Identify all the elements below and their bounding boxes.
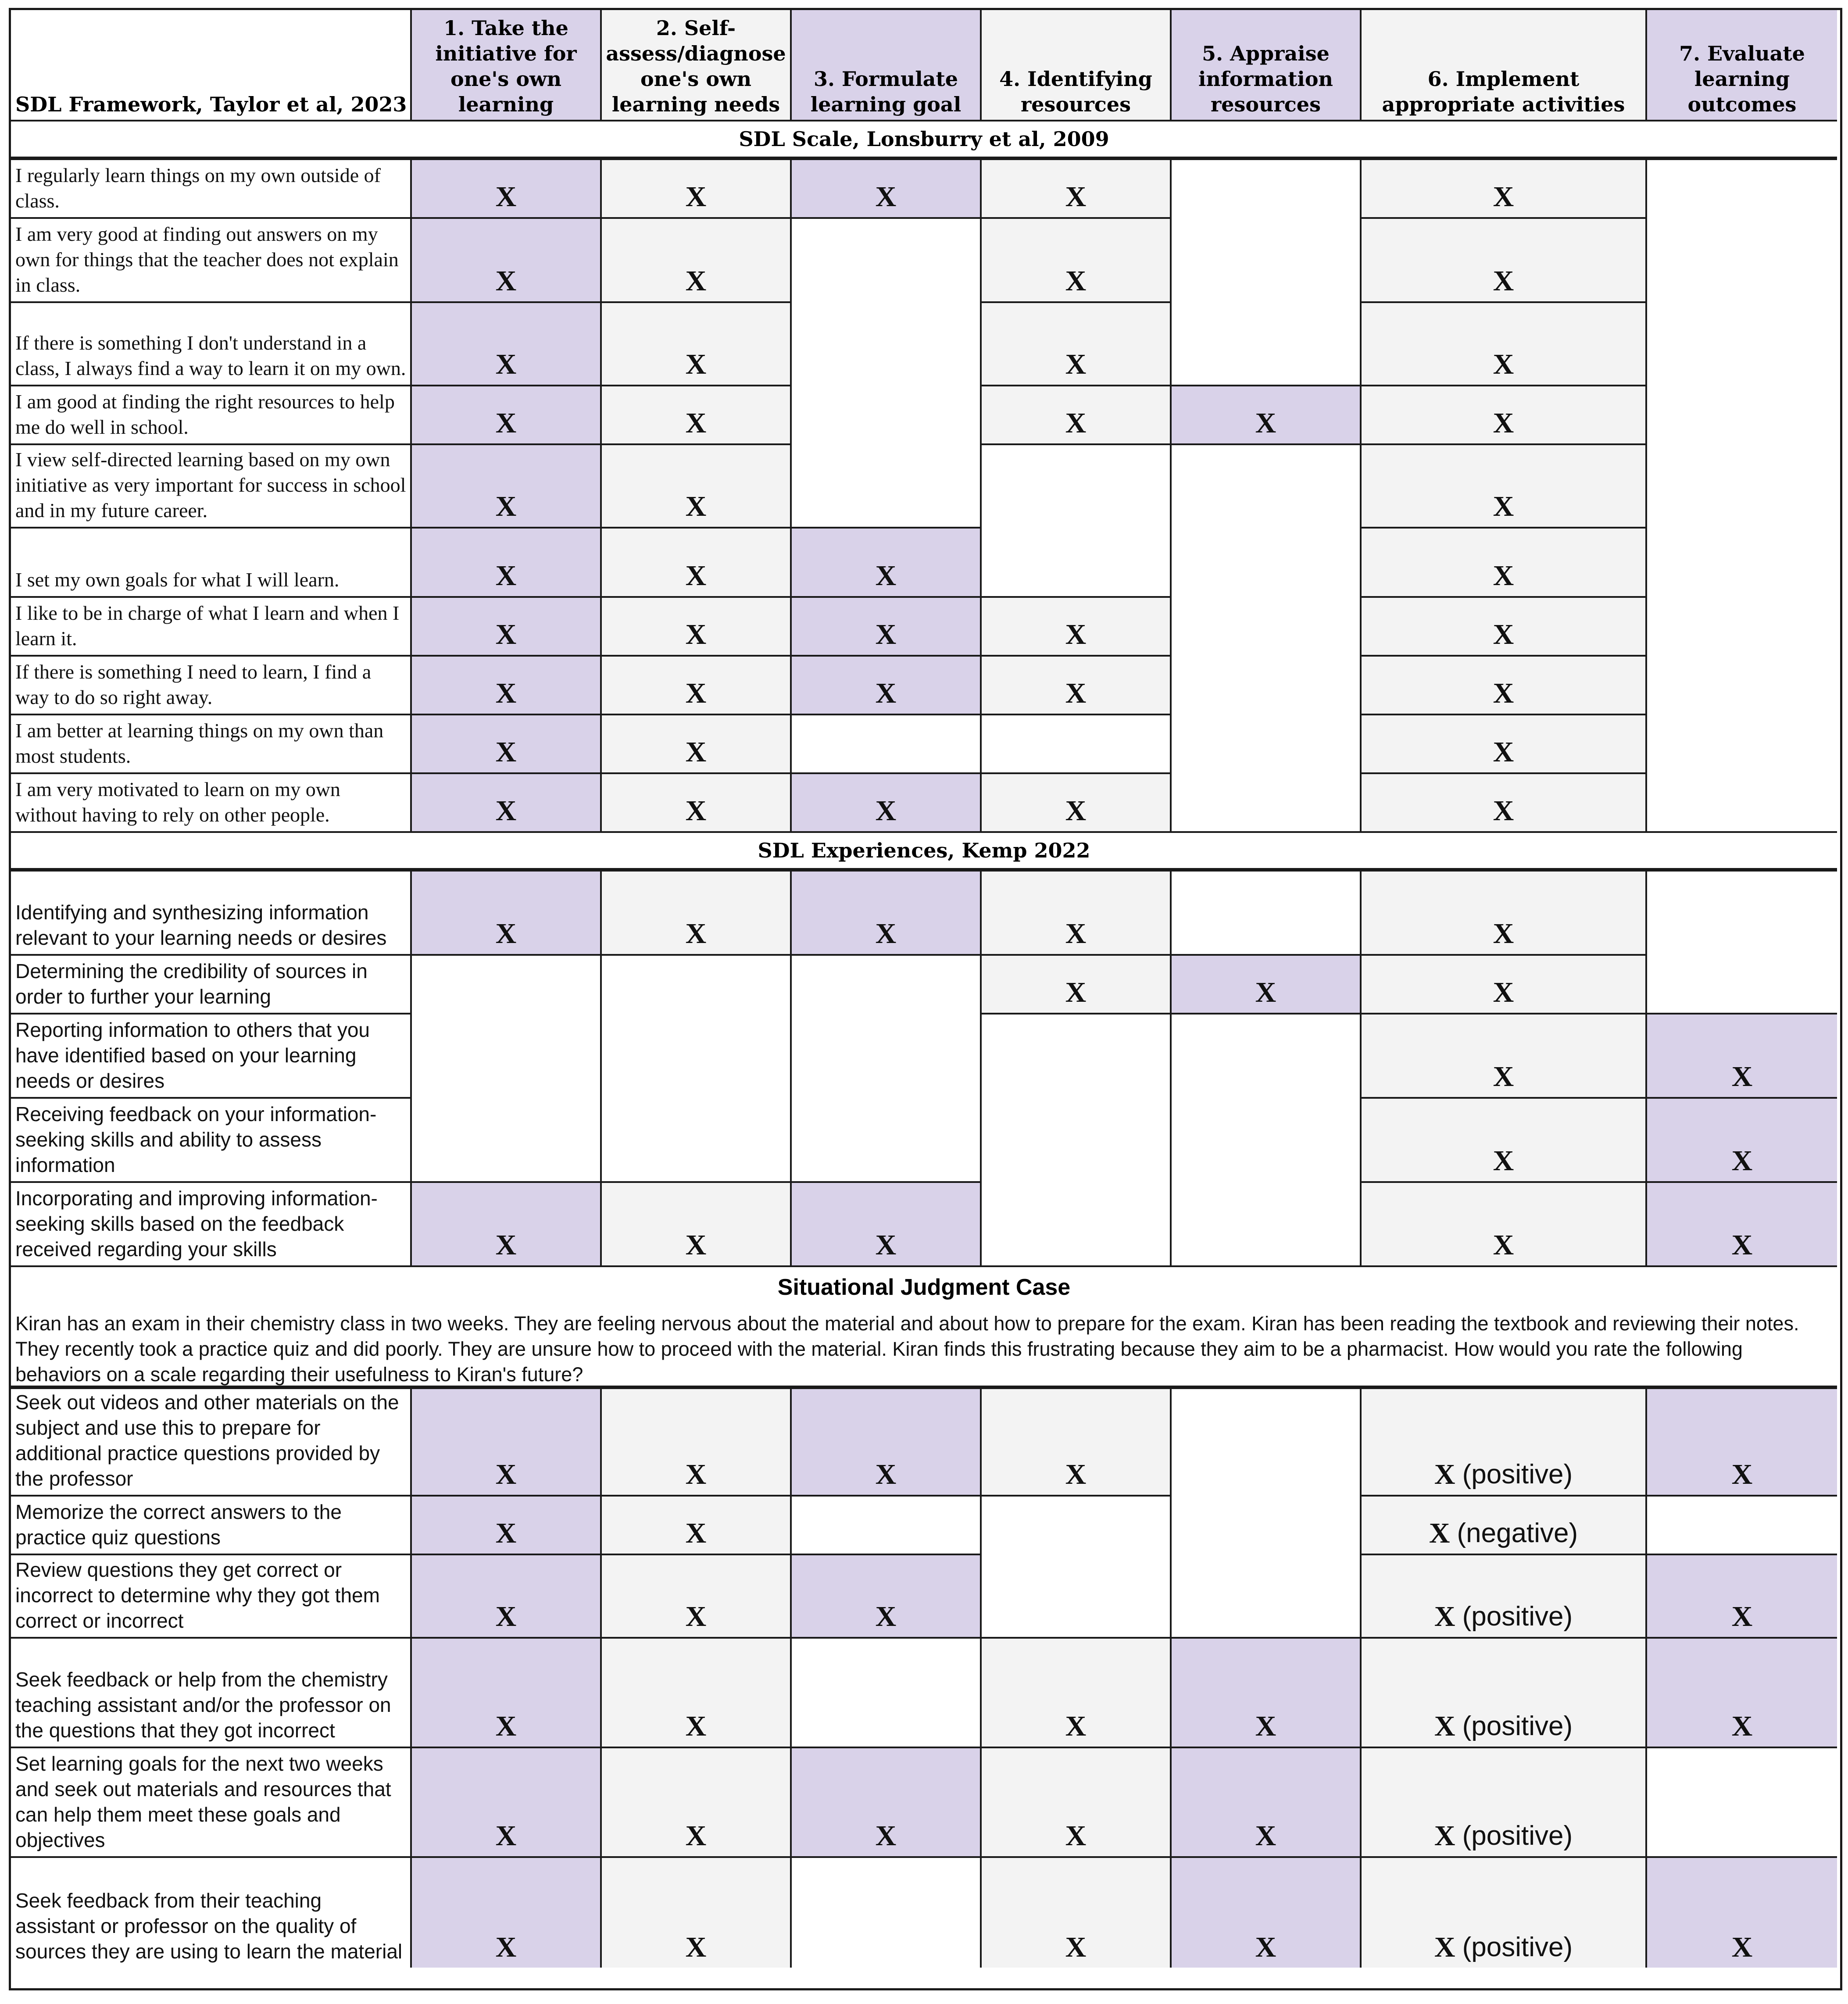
- mark-cell: [982, 1639, 1172, 1748]
- row-label-text: If there is something I don't understand in a class, I always find a way to learn it on my own.: [15, 332, 406, 379]
- x-mark: X: [1434, 1600, 1455, 1632]
- x-mark: X: [685, 560, 707, 592]
- mark-cell: [602, 774, 792, 833]
- mark-cell: [982, 657, 1172, 715]
- x-mark: X: [495, 1600, 517, 1632]
- mark-cell: [1172, 1858, 1362, 1968]
- mark-cell: [982, 1748, 1172, 1858]
- column-header-2-text: 2. Self-assess/diagnose one's own learning needs: [606, 16, 786, 116]
- x-mark: X: [495, 1229, 517, 1261]
- x-mark: X: [495, 1458, 517, 1490]
- row-label: [11, 872, 412, 956]
- rating-positive: (positive): [1462, 1601, 1573, 1632]
- column-header-3: [792, 10, 982, 121]
- mark-cell: [1172, 1639, 1362, 1748]
- mark-cell: [1362, 774, 1647, 833]
- mark-cell: [412, 872, 602, 956]
- mark-cell: [1647, 1099, 1837, 1183]
- mark-cell: [412, 1497, 602, 1555]
- x-mark: X: [1493, 1145, 1514, 1177]
- x-mark: X: [875, 1229, 897, 1261]
- framework-label: [11, 10, 412, 121]
- x-mark: X: [1493, 348, 1514, 380]
- x-mark: X: [1493, 976, 1514, 1008]
- mark-cell: [1647, 1555, 1837, 1639]
- row-label-text: I am better at learning things on my own than most students.: [15, 719, 384, 767]
- mark-cell: [412, 445, 602, 529]
- mark-cell: [602, 872, 792, 956]
- mark-cell: [1362, 529, 1647, 598]
- mark-cell: [412, 1639, 602, 1748]
- mark-cell: [602, 1639, 792, 1748]
- x-mark: X: [495, 1931, 517, 1963]
- rating-positive: (positive): [1462, 1459, 1573, 1490]
- mark-cell: [602, 598, 792, 657]
- row-label: [11, 1555, 412, 1639]
- row-label: [11, 529, 412, 598]
- x-mark: X: [1065, 976, 1087, 1008]
- x-mark: X: [1731, 1600, 1753, 1632]
- empty-cell: [602, 956, 792, 1183]
- mark-cell: [982, 160, 1172, 219]
- x-mark: X: [685, 1710, 707, 1742]
- mark-cell: [1362, 715, 1647, 774]
- x-mark: X: [685, 1517, 707, 1549]
- x-mark: X: [875, 677, 897, 709]
- row-label-text: I am very motivated to learn on my own without having to rely on other people.: [15, 778, 340, 826]
- mark-cell: [792, 1389, 982, 1497]
- x-mark: X: [495, 181, 517, 213]
- sdl-mapping-table: [9, 8, 1842, 1990]
- row-label: [11, 1748, 412, 1858]
- x-mark: X: [495, 618, 517, 650]
- column-header-4-text: 4. Identifying resources: [999, 67, 1152, 116]
- mark-cell: [412, 219, 602, 303]
- row-label-text: Identifying and synthesizing information relevant to your learning needs or desires: [15, 901, 387, 949]
- x-mark: X: [1065, 1820, 1087, 1852]
- mark-cell: [602, 1389, 792, 1497]
- empty-cell: [1172, 872, 1362, 956]
- x-mark: X: [1429, 1517, 1450, 1549]
- x-mark: X: [1434, 1458, 1455, 1490]
- mark-cell: [412, 598, 602, 657]
- column-header-1: [412, 10, 602, 121]
- mark-cell: [792, 1555, 982, 1639]
- x-mark: X: [1065, 618, 1087, 650]
- mark-cell: [982, 872, 1172, 956]
- empty-cell: [1647, 160, 1837, 833]
- mark-cell: [1362, 445, 1647, 529]
- mark-cell: [1647, 1389, 1837, 1497]
- mark-cell: [412, 1748, 602, 1858]
- empty-cell: [982, 1497, 1172, 1639]
- mark-cell: [982, 303, 1172, 386]
- x-mark: X: [1255, 1710, 1276, 1742]
- mark-cell: [792, 160, 982, 219]
- mark-cell: [1362, 386, 1647, 445]
- mark-cell: [1647, 1015, 1837, 1099]
- mark-cell: [792, 657, 982, 715]
- x-mark: X: [495, 795, 517, 827]
- x-mark: X: [495, 265, 517, 297]
- column-header-6: [1362, 10, 1647, 121]
- mark-cell: [602, 219, 792, 303]
- x-mark: X: [1065, 918, 1087, 950]
- mark-cell: [602, 386, 792, 445]
- x-mark: X: [495, 736, 517, 768]
- x-mark: X: [685, 348, 707, 380]
- mark-cell: [1362, 160, 1647, 219]
- column-header-5: [1172, 10, 1362, 121]
- row-label-text: I am very good at finding out answers on my own for things that the teacher does not explain in class.: [15, 223, 399, 296]
- rated-mark-cell: [1362, 1389, 1647, 1497]
- empty-cell: [982, 445, 1172, 598]
- mark-cell: [602, 529, 792, 598]
- row-label: [11, 1015, 412, 1099]
- mark-cell: [792, 872, 982, 956]
- row-label-text: Receiving feedback on your information-seeking skills and ability to assess information: [15, 1103, 377, 1176]
- row-label: [11, 445, 412, 529]
- row-label-text: Set learning goals for the next two weeks and seek out materials and resources that can help them meet these goals and objectives: [15, 1752, 391, 1851]
- x-mark: X: [875, 1600, 897, 1632]
- x-mark: X: [495, 1517, 517, 1549]
- rated-mark-cell: [1362, 1555, 1647, 1639]
- x-mark: X: [1255, 976, 1276, 1008]
- mark-cell: [412, 1858, 602, 1968]
- mark-cell: [982, 1389, 1172, 1497]
- row-label: [11, 1639, 412, 1748]
- x-mark: X: [875, 618, 897, 650]
- column-header-3-text: 3. Formulate learning goal: [810, 67, 962, 116]
- framework-label-text: SDL Framework, Taylor et al, 2023: [15, 93, 407, 116]
- mark-cell: [412, 303, 602, 386]
- row-label-text: Seek feedback from their teaching assistant or professor on the quality of sources they are using to learn the material: [15, 1889, 403, 1963]
- x-mark: X: [1255, 1931, 1276, 1963]
- x-mark: X: [685, 1229, 707, 1261]
- row-label-text: Incorporating and improving information-seeking skills based on the feedback received regarding your skills: [15, 1187, 378, 1261]
- empty-cell: [792, 219, 982, 529]
- x-mark: X: [1493, 181, 1514, 213]
- mark-cell: [982, 598, 1172, 657]
- x-mark: X: [685, 407, 707, 439]
- empty-cell: [982, 1015, 1172, 1267]
- x-mark: X: [1731, 1145, 1753, 1177]
- rating-positive: (positive): [1462, 1711, 1573, 1741]
- section-title-sdl-experiences: [11, 833, 1837, 872]
- x-mark: X: [1493, 677, 1514, 709]
- x-mark: X: [875, 1820, 897, 1852]
- row-label-text: I like to be in charge of what I learn and when I learn it.: [15, 602, 400, 650]
- mark-cell: [412, 1183, 602, 1267]
- row-label-text: Seek feedback or help from the chemistry teaching assistant and/or the professor on the questions that they got incorrect: [15, 1668, 391, 1742]
- x-mark: X: [1434, 1710, 1455, 1742]
- mark-cell: [602, 1183, 792, 1267]
- x-mark: X: [1065, 265, 1087, 297]
- row-label: [11, 956, 412, 1015]
- x-mark: X: [1493, 1061, 1514, 1093]
- x-mark: X: [875, 560, 897, 592]
- row-label-text: Memorize the correct answers to the practice quiz questions: [15, 1500, 342, 1549]
- mark-cell: [602, 303, 792, 386]
- mark-cell: [1362, 872, 1647, 956]
- x-mark: X: [495, 677, 517, 709]
- x-mark: X: [1731, 1710, 1753, 1742]
- mark-cell: [412, 774, 602, 833]
- mark-cell: [1172, 1748, 1362, 1858]
- x-mark: X: [685, 677, 707, 709]
- row-label-text: Review questions they get correct or incorrect to determine why they got them correct or incorrect: [15, 1558, 380, 1632]
- case-description: [11, 1307, 1837, 1389]
- rated-mark-cell: [1362, 1858, 1647, 1968]
- empty-cell: [1172, 1389, 1362, 1639]
- x-mark: X: [685, 1458, 707, 1490]
- x-mark: X: [1434, 1931, 1455, 1963]
- case-description-text: Kiran has an exam in their chemistry class in two weeks. They are feeling nervous about the material and about how to prepare for the exam. Kiran has been reading the textbook and reviewing their notes. They recently took a practice quiz and did poorly. They are unsure how to proceed with the material. Kiran finds this frustrating because they aim to be a pharmacist. How would you rate the following behaviors on a scale regarding their usefulness to Kiran's future?: [15, 1312, 1799, 1386]
- empty-cell: [1172, 160, 1362, 386]
- empty-cell: [792, 1497, 982, 1555]
- x-mark: X: [1434, 1820, 1455, 1852]
- x-mark: X: [495, 1820, 517, 1852]
- x-mark: X: [1493, 918, 1514, 950]
- mark-cell: [1647, 1639, 1837, 1748]
- mark-cell: [1362, 303, 1647, 386]
- mark-cell: [1362, 1015, 1647, 1099]
- mark-cell: [412, 529, 602, 598]
- row-label: [11, 1858, 412, 1968]
- column-header-7: [1647, 10, 1837, 121]
- row-label: [11, 1183, 412, 1267]
- x-mark: X: [1065, 795, 1087, 827]
- rated-mark-cell: [1362, 1639, 1647, 1748]
- row-label-text: I set my own goals for what I will learn.: [15, 568, 340, 591]
- empty-cell: [982, 715, 1172, 774]
- row-label: [11, 160, 412, 219]
- mark-cell: [602, 1858, 792, 1968]
- x-mark: X: [1065, 181, 1087, 213]
- mark-cell: [1362, 1099, 1647, 1183]
- row-label: [11, 386, 412, 445]
- x-mark: X: [1493, 490, 1514, 522]
- x-mark: X: [1255, 407, 1276, 439]
- x-mark: X: [685, 736, 707, 768]
- x-mark: X: [685, 181, 707, 213]
- row-label-text: I view self-directed learning based on my own initiative as very important for success in school and in my future career.: [15, 448, 406, 522]
- x-mark: X: [1493, 618, 1514, 650]
- section-title-sdl-experiences-text: SDL Experiences, Kemp 2022: [758, 839, 1090, 862]
- mark-cell: [792, 1183, 982, 1267]
- x-mark: X: [685, 1600, 707, 1632]
- section-title-case: [11, 1267, 1837, 1307]
- x-mark: X: [1493, 736, 1514, 768]
- x-mark: X: [685, 1931, 707, 1963]
- x-mark: X: [1065, 1710, 1087, 1742]
- mark-cell: [982, 386, 1172, 445]
- mark-cell: [1172, 956, 1362, 1015]
- mark-cell: [982, 219, 1172, 303]
- row-label: [11, 598, 412, 657]
- mark-cell: [412, 715, 602, 774]
- x-mark: X: [495, 1710, 517, 1742]
- column-header-2: [602, 10, 792, 121]
- empty-cell: [1647, 872, 1837, 1015]
- x-mark: X: [1731, 1458, 1753, 1490]
- section-title-sdl-scale: [11, 121, 1837, 160]
- mark-cell: [1362, 657, 1647, 715]
- mark-cell: [792, 529, 982, 598]
- mark-cell: [602, 445, 792, 529]
- mark-cell: [412, 160, 602, 219]
- x-mark: X: [1065, 1931, 1087, 1963]
- x-mark: X: [685, 795, 707, 827]
- mark-cell: [412, 1389, 602, 1497]
- mark-cell: [1647, 1183, 1837, 1267]
- x-mark: X: [875, 181, 897, 213]
- section-title-sdl-scale-text: SDL Scale, Lonsburry et al, 2009: [739, 127, 1109, 151]
- mark-cell: [1362, 219, 1647, 303]
- section-title-case-text: Situational Judgment Case: [777, 1275, 1071, 1300]
- mark-cell: [792, 774, 982, 833]
- row-label-text: I regularly learn things on my own outside of class.: [15, 164, 381, 212]
- x-mark: X: [1493, 560, 1514, 592]
- row-label-text: Seek out videos and other materials on the subject and use this to prepare for additional practice questions provided by the professor: [15, 1391, 399, 1490]
- mark-cell: [1647, 1858, 1837, 1968]
- x-mark: X: [1493, 407, 1514, 439]
- mark-cell: [1362, 956, 1647, 1015]
- mark-cell: [792, 1748, 982, 1858]
- x-mark: X: [495, 490, 517, 522]
- mark-cell: [412, 657, 602, 715]
- row-label: [11, 1099, 412, 1183]
- column-header-7-text: 7. Evaluate learning outcomes: [1679, 42, 1805, 116]
- rated-mark-cell: [1362, 1497, 1647, 1555]
- mark-cell: [602, 657, 792, 715]
- x-mark: X: [685, 490, 707, 522]
- mark-cell: [1172, 386, 1362, 445]
- x-mark: X: [1255, 1820, 1276, 1852]
- x-mark: X: [1731, 1061, 1753, 1093]
- x-mark: X: [1065, 407, 1087, 439]
- empty-cell: [1172, 445, 1362, 833]
- row-label-text: If there is something I need to learn, I find a way to do so right away.: [15, 661, 372, 708]
- mark-cell: [602, 1748, 792, 1858]
- x-mark: X: [685, 918, 707, 950]
- empty-cell: [1647, 1748, 1837, 1858]
- mark-cell: [412, 386, 602, 445]
- row-label: [11, 1497, 412, 1555]
- x-mark: X: [1493, 795, 1514, 827]
- row-label: [11, 303, 412, 386]
- x-mark: X: [495, 560, 517, 592]
- row-label: [11, 219, 412, 303]
- column-header-5-text: 5. Appraise information resources: [1198, 42, 1333, 116]
- mark-cell: [792, 598, 982, 657]
- empty-cell: [792, 1858, 982, 1968]
- x-mark: X: [1493, 265, 1514, 297]
- empty-cell: [792, 1639, 982, 1748]
- empty-cell: [412, 956, 602, 1183]
- x-mark: X: [1493, 1229, 1514, 1261]
- row-label: [11, 1389, 412, 1497]
- x-mark: X: [875, 795, 897, 827]
- empty-cell: [792, 715, 982, 774]
- x-mark: X: [875, 918, 897, 950]
- x-mark: X: [1065, 677, 1087, 709]
- row-label: [11, 657, 412, 715]
- x-mark: X: [1065, 348, 1087, 380]
- mark-cell: [982, 956, 1172, 1015]
- column-header-4: [982, 10, 1172, 121]
- row-label-text: I am good at finding the right resources to help me do well in school.: [15, 390, 395, 438]
- mark-cell: [412, 1555, 602, 1639]
- mark-cell: [1362, 1183, 1647, 1267]
- mark-cell: [602, 715, 792, 774]
- rating-positive: (positive): [1462, 1821, 1573, 1851]
- mark-cell: [982, 1858, 1172, 1968]
- row-label-text: Reporting information to others that you have identified based on your learning needs or desires: [15, 1018, 370, 1092]
- mark-cell: [982, 774, 1172, 833]
- x-mark: X: [685, 1820, 707, 1852]
- x-mark: X: [1731, 1229, 1753, 1261]
- empty-cell: [1647, 1497, 1837, 1555]
- x-mark: X: [685, 265, 707, 297]
- x-mark: X: [875, 1458, 897, 1490]
- mark-cell: [602, 1555, 792, 1639]
- column-header-1-text: 1. Take the initiative for one's own learning: [435, 16, 577, 116]
- x-mark: X: [685, 618, 707, 650]
- mark-cell: [602, 1497, 792, 1555]
- x-mark: X: [1731, 1931, 1753, 1963]
- row-label-text: Determining the credibility of sources in order to further your learning: [15, 960, 368, 1008]
- rating-positive: (positive): [1462, 1932, 1573, 1962]
- column-header-6-text: 6. Implement appropriate activities: [1382, 67, 1625, 116]
- rating-negative: (negative): [1457, 1518, 1578, 1548]
- empty-cell: [792, 956, 982, 1183]
- x-mark: X: [495, 918, 517, 950]
- x-mark: X: [495, 407, 517, 439]
- empty-cell: [1172, 1015, 1362, 1267]
- mark-cell: [602, 160, 792, 219]
- mark-cell: [1362, 598, 1647, 657]
- row-label: [11, 774, 412, 833]
- x-mark: X: [495, 348, 517, 380]
- rated-mark-cell: [1362, 1748, 1647, 1858]
- x-mark: X: [1065, 1458, 1087, 1490]
- row-label: [11, 715, 412, 774]
